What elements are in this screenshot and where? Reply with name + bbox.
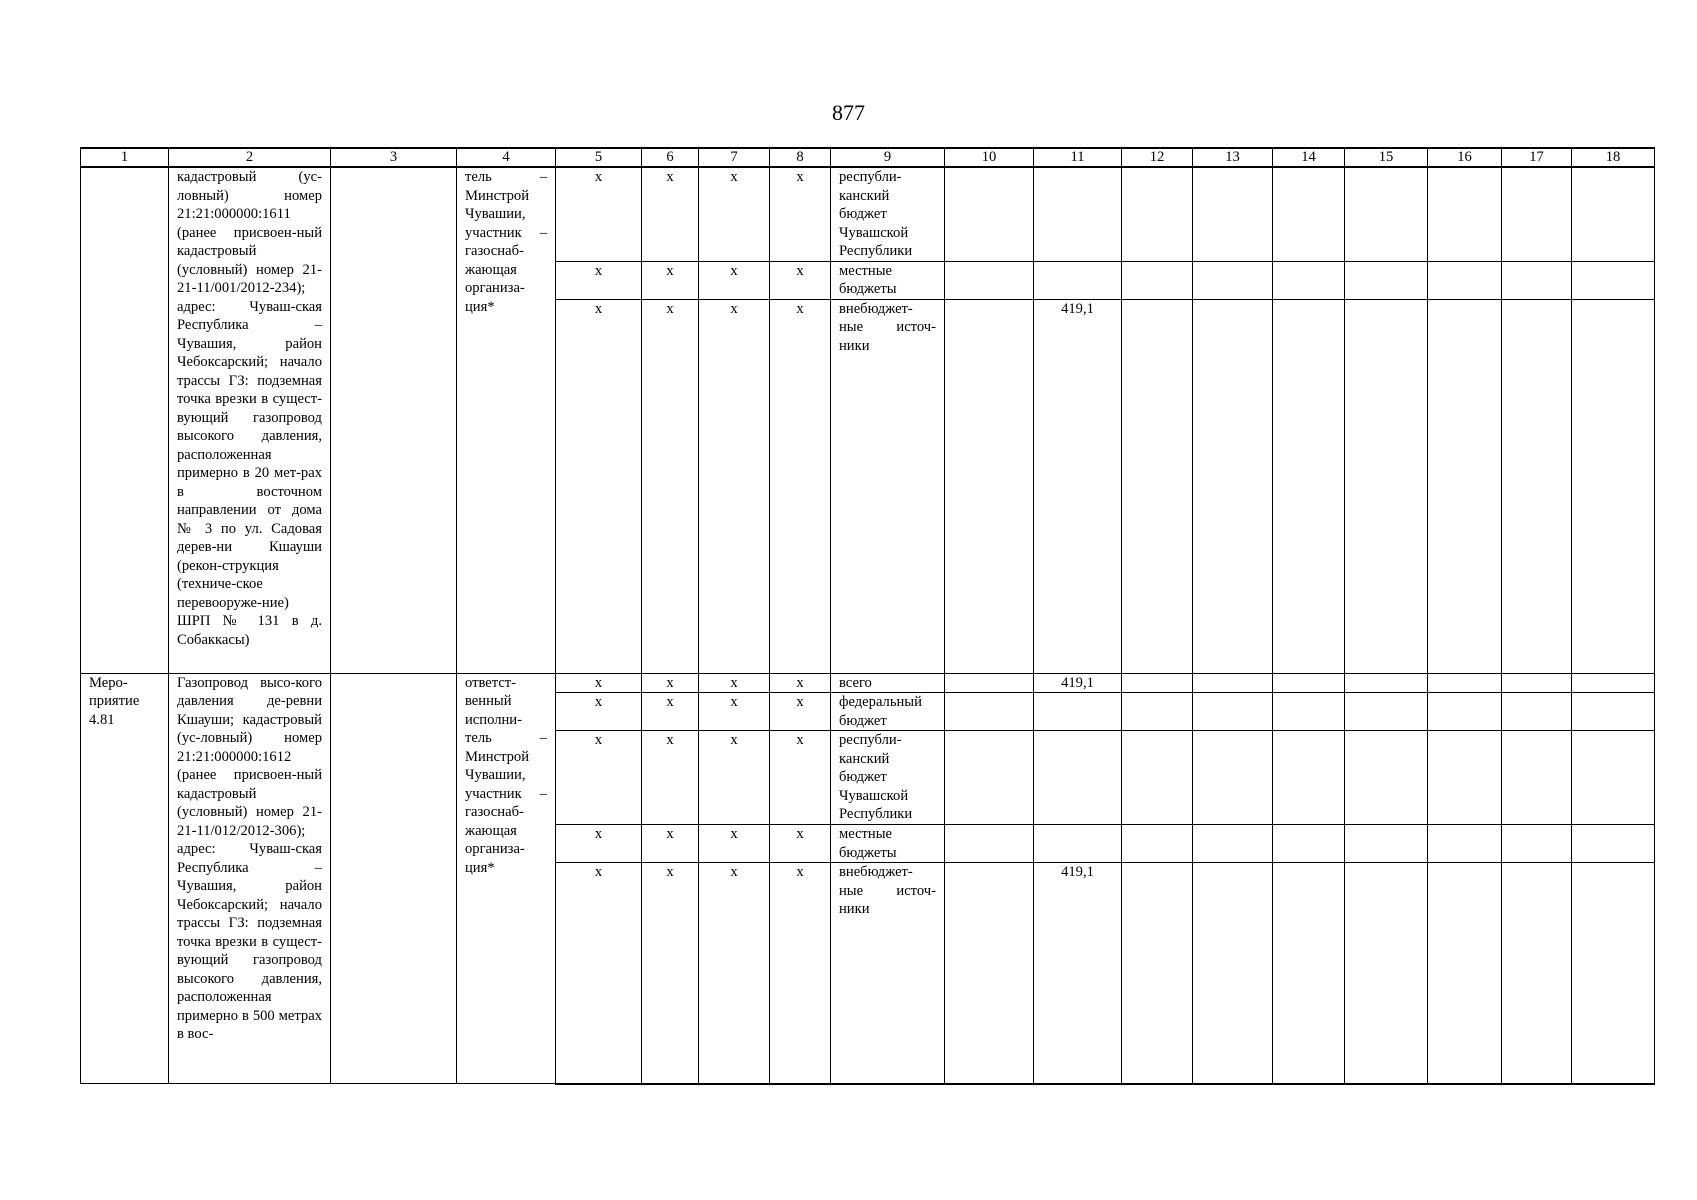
- value-cell: [1572, 693, 1655, 731]
- funding-source-cell: местные бюджеты: [831, 261, 945, 299]
- x-cell: х: [642, 731, 699, 825]
- value-cell: [1428, 261, 1502, 299]
- value-cell: [945, 673, 1034, 693]
- header-cell: 17: [1502, 148, 1572, 167]
- header-cell: 16: [1428, 148, 1502, 167]
- value-cell: [1122, 673, 1193, 693]
- row-label-cell: [81, 167, 169, 673]
- value-cell: [1193, 673, 1273, 693]
- executor-cell: тель – Минстрой Чувашии, участник – газоснаб-жающая организа-ция*: [457, 167, 556, 673]
- value-cell: [1572, 167, 1655, 261]
- funding-source-cell: внебюджет-ные источ-ники: [831, 863, 945, 1084]
- x-cell: х: [642, 825, 699, 863]
- x-cell: х: [699, 261, 770, 299]
- header-cell: 12: [1122, 148, 1193, 167]
- page-number: 877: [832, 100, 865, 125]
- value-cell: [1502, 299, 1572, 673]
- value-cell: [1273, 693, 1345, 731]
- value-cell: [1122, 731, 1193, 825]
- funding-source-cell: местные бюджеты: [831, 825, 945, 863]
- value-cell: [1428, 825, 1502, 863]
- value-cell: [1034, 693, 1122, 731]
- x-cell: х: [642, 863, 699, 1084]
- object-description-cell: кадастровый (ус-ловный) номер 21:21:000000:1611 (ранее присвоен-ный кадастровый (условный) номер 21-21-11/001/2012-234); адрес: Чуваш-ская Республика – Чувашия, район Чебоксарский; начало трассы ГЗ: подземная точка врезки в сущест-вующий газопровод высокого давления, расположенная примерно в 20 мет-рах в восточном направлении от дома № 3 по ул. Садовая дерев-ни Кшауши (рекон-струкция (техниче-ское перевооруже-ние) ШРП № 131 в д. Собаккасы): [169, 167, 331, 673]
- value-cell: [1273, 731, 1345, 825]
- value-cell: [1034, 731, 1122, 825]
- header-cell: 11: [1034, 148, 1122, 167]
- header-cell: 2: [169, 148, 331, 167]
- x-cell: х: [556, 261, 642, 299]
- value-cell: [1502, 693, 1572, 731]
- x-cell: х: [699, 825, 770, 863]
- x-cell: х: [556, 825, 642, 863]
- funding-source-cell: федеральный бюджет: [831, 693, 945, 731]
- value-cell: [1193, 825, 1273, 863]
- header-cell: 5: [556, 148, 642, 167]
- value-cell: [1502, 825, 1572, 863]
- x-cell: х: [556, 673, 642, 693]
- x-cell: х: [699, 299, 770, 673]
- x-cell: х: [770, 825, 831, 863]
- value-cell: [1502, 731, 1572, 825]
- value-cell: [1345, 693, 1428, 731]
- value-cell: [1428, 299, 1502, 673]
- header-cell: 13: [1193, 148, 1273, 167]
- header-cell: 4: [457, 148, 556, 167]
- header-cell: 15: [1345, 148, 1428, 167]
- value-cell: [1273, 673, 1345, 693]
- x-cell: х: [699, 693, 770, 731]
- x-cell: х: [642, 693, 699, 731]
- value-cell: [1193, 261, 1273, 299]
- value-cell: [1122, 167, 1193, 261]
- value-cell: [1502, 863, 1572, 1084]
- x-cell: х: [642, 261, 699, 299]
- value-cell: [1345, 299, 1428, 673]
- x-cell: х: [642, 673, 699, 693]
- x-cell: х: [642, 167, 699, 261]
- value-cell: [945, 693, 1034, 731]
- value-cell: [1345, 825, 1428, 863]
- value-cell: [1273, 167, 1345, 261]
- x-cell: х: [770, 731, 831, 825]
- value-cell: 419,1: [1034, 673, 1122, 693]
- value-cell: [1428, 673, 1502, 693]
- empty-cell: [331, 673, 457, 1084]
- header-cell: 3: [331, 148, 457, 167]
- header-cell: 8: [770, 148, 831, 167]
- value-cell: [1122, 825, 1193, 863]
- executor-cell: ответст-венный исполни-тель – Минстрой Чувашии, участник – газоснаб-жающая организа-ция*: [457, 673, 556, 1084]
- value-cell: [1122, 299, 1193, 673]
- x-cell: х: [770, 167, 831, 261]
- x-cell: х: [770, 863, 831, 1084]
- value-cell: [1273, 863, 1345, 1084]
- value-cell: [1572, 673, 1655, 693]
- value-cell: [1122, 693, 1193, 731]
- header-cell: 6: [642, 148, 699, 167]
- value-cell: [1345, 731, 1428, 825]
- value-cell: [1193, 731, 1273, 825]
- value-cell: [1345, 167, 1428, 261]
- value-cell: [1502, 167, 1572, 261]
- value-cell: 419,1: [1034, 299, 1122, 673]
- funding-source-cell: республи-канский бюджет Чувашской Республики: [831, 167, 945, 261]
- x-cell: х: [556, 299, 642, 673]
- value-cell: [1273, 299, 1345, 673]
- value-cell: [945, 863, 1034, 1084]
- x-cell: х: [556, 693, 642, 731]
- object-description-cell: Газопровод высо-кого давления де-ревни Кшауши; кадастровый (ус-ловный) номер 21:21:000000:1612 (ранее присвоен-ный кадастровый (условный) номер 21-21-11/012/2012-306); адрес: Чуваш-ская Республика – Чувашия, район Чебоксарский; начало трассы ГЗ: подземная точка врезки в сущест-вующий газопровод высокого давления, расположенная примерно в 500 метрах в вос-: [169, 673, 331, 1084]
- value-cell: [1572, 261, 1655, 299]
- value-cell: [1572, 299, 1655, 673]
- header-row: [81, 148, 1655, 167]
- x-cell: х: [770, 261, 831, 299]
- value-cell: [1122, 261, 1193, 299]
- funding-source-cell: республи-канский бюджет Чувашской Республики: [831, 731, 945, 825]
- value-cell: [1345, 863, 1428, 1084]
- x-cell: х: [699, 673, 770, 693]
- value-cell: [1122, 863, 1193, 1084]
- value-cell: [1193, 299, 1273, 673]
- x-cell: х: [556, 731, 642, 825]
- x-cell: х: [556, 863, 642, 1084]
- value-cell: [1193, 693, 1273, 731]
- header-cell: 18: [1572, 148, 1655, 167]
- x-cell: х: [699, 167, 770, 261]
- funding-source-cell: всего: [831, 673, 945, 693]
- value-cell: [1502, 261, 1572, 299]
- value-cell: [1572, 731, 1655, 825]
- header-cell: 10: [945, 148, 1034, 167]
- value-cell: [945, 825, 1034, 863]
- value-cell: [1428, 693, 1502, 731]
- x-cell: х: [770, 693, 831, 731]
- funding-source-cell: внебюджет-ные источ-ники: [831, 299, 945, 673]
- value-cell: [945, 731, 1034, 825]
- value-cell: [945, 167, 1034, 261]
- value-cell: [1502, 673, 1572, 693]
- value-cell: [1273, 261, 1345, 299]
- value-cell: [1428, 731, 1502, 825]
- header-cell: 14: [1273, 148, 1345, 167]
- header-cell: 7: [699, 148, 770, 167]
- header-cell: 9: [831, 148, 945, 167]
- x-cell: х: [556, 167, 642, 261]
- value-cell: [1193, 863, 1273, 1084]
- header-cell: 1: [81, 148, 169, 167]
- measure-label-cell: Меро-приятие 4.81: [81, 673, 169, 1084]
- x-cell: х: [642, 299, 699, 673]
- value-cell: [945, 299, 1034, 673]
- value-cell: [1572, 825, 1655, 863]
- value-cell: [1572, 863, 1655, 1084]
- value-cell: [1428, 167, 1502, 261]
- value-cell: [1273, 825, 1345, 863]
- budget-table: [80, 147, 1655, 1085]
- value-cell: [1034, 261, 1122, 299]
- x-cell: х: [699, 863, 770, 1084]
- value-cell: [1034, 167, 1122, 261]
- table-row: [81, 673, 1655, 693]
- value-cell: 419,1: [1034, 863, 1122, 1084]
- x-cell: х: [699, 731, 770, 825]
- value-cell: [1345, 673, 1428, 693]
- x-cell: х: [770, 299, 831, 673]
- value-cell: [1428, 863, 1502, 1084]
- value-cell: [1193, 167, 1273, 261]
- value-cell: [1345, 261, 1428, 299]
- empty-cell: [331, 167, 457, 673]
- value-cell: [945, 261, 1034, 299]
- x-cell: х: [770, 673, 831, 693]
- table-row: [81, 167, 1655, 261]
- value-cell: [1034, 825, 1122, 863]
